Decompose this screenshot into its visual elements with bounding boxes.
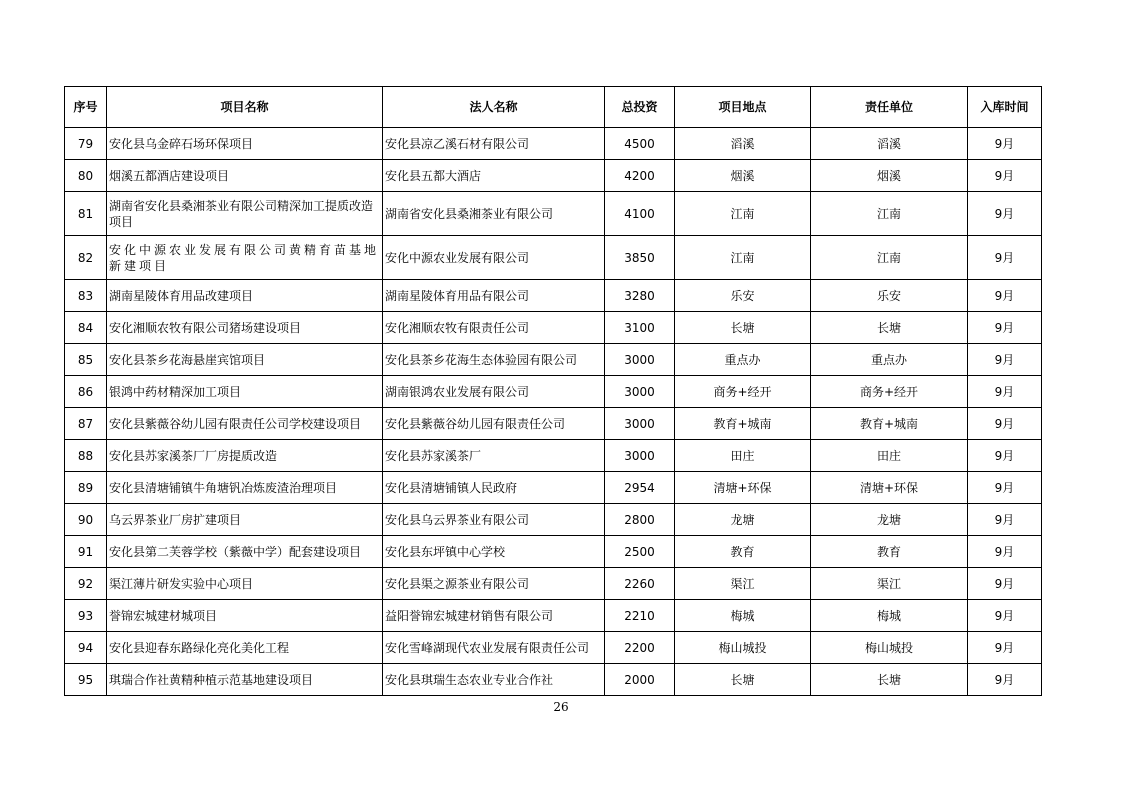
cell-project-name: 湖南省安化县桑湘茶业有限公司精深加工提质改造项目 [107,192,383,236]
cell-legal-entity: 湖南星陵体育用品有限公司 [383,280,605,312]
table-row [65,472,1042,504]
cell-total-investment: 2000 [605,664,675,696]
cell-project-name: 安化县迎春东路绿化亮化美化工程 [107,632,383,664]
cell-entry-time: 9月 [968,472,1042,504]
cell-index: 82 [65,236,107,280]
cell-project-name: 安化县第二芙蓉学校（紫薇中学）配套建设项目 [107,536,383,568]
cell-location: 长塘 [675,664,811,696]
cell-entry-time: 9月 [968,664,1042,696]
cell-project-name: 烟溪五都酒店建设项目 [107,160,383,192]
cell-total-investment: 3000 [605,440,675,472]
cell-responsible-unit: 江南 [811,192,968,236]
cell-index: 88 [65,440,107,472]
table-row [65,376,1042,408]
cell-responsible-unit: 教育 [811,536,968,568]
cell-index: 90 [65,504,107,536]
cell-entry-time: 9月 [968,312,1042,344]
cell-responsible-unit: 梅城 [811,600,968,632]
table-row [65,440,1042,472]
cell-location: 烟溪 [675,160,811,192]
cell-responsible-unit: 长塘 [811,312,968,344]
cell-total-investment: 4100 [605,192,675,236]
cell-entry-time: 9月 [968,408,1042,440]
table-row [65,632,1042,664]
cell-index: 84 [65,312,107,344]
cell-legal-entity: 湖南省安化县桑湘茶业有限公司 [383,192,605,236]
cell-entry-time: 9月 [968,632,1042,664]
header-index: 序号 [65,87,107,128]
cell-total-investment: 3000 [605,344,675,376]
cell-entry-time: 9月 [968,160,1042,192]
cell-total-investment: 3850 [605,236,675,280]
header-responsible-unit: 责任单位 [811,87,968,128]
header-location: 项目地点 [675,87,811,128]
cell-total-investment: 2500 [605,536,675,568]
cell-location: 龙塘 [675,504,811,536]
cell-project-name: 乌云界茶业厂房扩建项目 [107,504,383,536]
cell-project-name: 银鸿中药材精深加工项目 [107,376,383,408]
cell-project-name: 誉锦宏城建材城项目 [107,600,383,632]
cell-responsible-unit: 田庄 [811,440,968,472]
cell-index: 94 [65,632,107,664]
header-entry-time: 入库时间 [968,87,1042,128]
table-row [65,344,1042,376]
cell-legal-entity: 安化湘顺农牧有限责任公司 [383,312,605,344]
cell-location: 乐安 [675,280,811,312]
cell-project-name: 安化县茶乡花海悬崖宾馆项目 [107,344,383,376]
cell-index: 81 [65,192,107,236]
cell-entry-time: 9月 [968,568,1042,600]
cell-location: 江南 [675,236,811,280]
cell-entry-time: 9月 [968,600,1042,632]
cell-project-name: 安化县乌金碎石场环保项目 [107,128,383,160]
cell-location: 滔溪 [675,128,811,160]
cell-project-name: 琪瑞合作社黄精种植示范基地建设项目 [107,664,383,696]
cell-responsible-unit: 烟溪 [811,160,968,192]
cell-index: 92 [65,568,107,600]
table-row [65,504,1042,536]
table-row [65,160,1042,192]
cell-responsible-unit: 清塘+环保 [811,472,968,504]
cell-total-investment: 2260 [605,568,675,600]
table-row [65,408,1042,440]
cell-entry-time: 9月 [968,376,1042,408]
table-body [65,128,1042,696]
table-row [65,568,1042,600]
cell-legal-entity: 益阳誉锦宏城建材销售有限公司 [383,600,605,632]
cell-legal-entity: 安化县茶乡花海生态体验园有限公司 [383,344,605,376]
cell-location: 梅城 [675,600,811,632]
cell-location: 教育 [675,536,811,568]
header-legal-entity: 法人名称 [383,87,605,128]
cell-location: 江南 [675,192,811,236]
cell-location: 教育+城南 [675,408,811,440]
cell-responsible-unit: 梅山城投 [811,632,968,664]
cell-responsible-unit: 长塘 [811,664,968,696]
table-row [65,128,1042,160]
cell-location: 清塘+环保 [675,472,811,504]
cell-total-investment: 3100 [605,312,675,344]
cell-entry-time: 9月 [968,536,1042,568]
cell-location: 商务+经开 [675,376,811,408]
cell-location: 长塘 [675,312,811,344]
cell-responsible-unit: 江南 [811,236,968,280]
cell-project-name: 安化县紫薇谷幼儿园有限责任公司学校建设项目 [107,408,383,440]
cell-project-name: 安化湘顺农牧有限公司猪场建设项目 [107,312,383,344]
cell-total-investment: 3280 [605,280,675,312]
cell-responsible-unit: 教育+城南 [811,408,968,440]
cell-responsible-unit: 龙塘 [811,504,968,536]
cell-responsible-unit: 滔溪 [811,128,968,160]
cell-index: 79 [65,128,107,160]
cell-project-name: 安化县苏家溪茶厂厂房提质改造 [107,440,383,472]
cell-legal-entity: 安化县紫薇谷幼儿园有限责任公司 [383,408,605,440]
table-row [65,280,1042,312]
cell-entry-time: 9月 [968,440,1042,472]
project-table [64,86,1042,696]
cell-index: 95 [65,664,107,696]
page-number: 26 [553,700,569,714]
table-row [65,664,1042,696]
cell-index: 80 [65,160,107,192]
cell-responsible-unit: 乐安 [811,280,968,312]
cell-location: 梅山城投 [675,632,811,664]
cell-legal-entity: 湖南银鸿农业发展有限公司 [383,376,605,408]
header-total-investment: 总投资 [605,87,675,128]
cell-legal-entity: 安化中源农业发展有限公司 [383,236,605,280]
cell-total-investment: 3000 [605,376,675,408]
cell-project-name: 渠江薄片研发实验中心项目 [107,568,383,600]
cell-entry-time: 9月 [968,504,1042,536]
table-row [65,600,1042,632]
table-row [65,192,1042,236]
cell-entry-time: 9月 [968,128,1042,160]
cell-total-investment: 4200 [605,160,675,192]
cell-responsible-unit: 重点办 [811,344,968,376]
cell-location: 渠江 [675,568,811,600]
cell-index: 91 [65,536,107,568]
cell-entry-time: 9月 [968,192,1042,236]
cell-project-name: 湖南星陵体育用品改建项目 [107,280,383,312]
cell-entry-time: 9月 [968,236,1042,280]
cell-entry-time: 9月 [968,280,1042,312]
cell-responsible-unit: 渠江 [811,568,968,600]
table-row [65,312,1042,344]
cell-index: 86 [65,376,107,408]
cell-project-name: 安化县清塘铺镇牛角塘钒冶炼废渣治理项目 [107,472,383,504]
cell-legal-entity: 安化县乌云界茶业有限公司 [383,504,605,536]
cell-responsible-unit: 商务+经开 [811,376,968,408]
cell-total-investment: 2800 [605,504,675,536]
cell-total-investment: 4500 [605,128,675,160]
header-project-name: 项目名称 [107,87,383,128]
table-row [65,236,1042,280]
cell-index: 89 [65,472,107,504]
cell-legal-entity: 安化县五都大酒店 [383,160,605,192]
cell-legal-entity: 安化县清塘铺镇人民政府 [383,472,605,504]
cell-legal-entity: 安化县渠之源茶业有限公司 [383,568,605,600]
cell-total-investment: 2954 [605,472,675,504]
cell-total-investment: 3000 [605,408,675,440]
cell-index: 87 [65,408,107,440]
table-row [65,536,1042,568]
cell-total-investment: 2210 [605,600,675,632]
cell-total-investment: 2200 [605,632,675,664]
cell-legal-entity: 安化县苏家溪茶厂 [383,440,605,472]
cell-index: 85 [65,344,107,376]
table-header-row [65,87,1042,128]
cell-entry-time: 9月 [968,344,1042,376]
cell-legal-entity: 安化县东坪镇中心学校 [383,536,605,568]
cell-index: 83 [65,280,107,312]
cell-index: 93 [65,600,107,632]
cell-legal-entity: 安化县凉乙溪石材有限公司 [383,128,605,160]
cell-legal-entity: 安化雪峰湖现代农业发展有限责任公司 [383,632,605,664]
cell-legal-entity: 安化县琪瑞生态农业专业合作社 [383,664,605,696]
cell-location: 田庄 [675,440,811,472]
cell-project-name: 安化中源农业发展有限公司黄精育苗基地新建项目 [107,236,383,280]
cell-location: 重点办 [675,344,811,376]
